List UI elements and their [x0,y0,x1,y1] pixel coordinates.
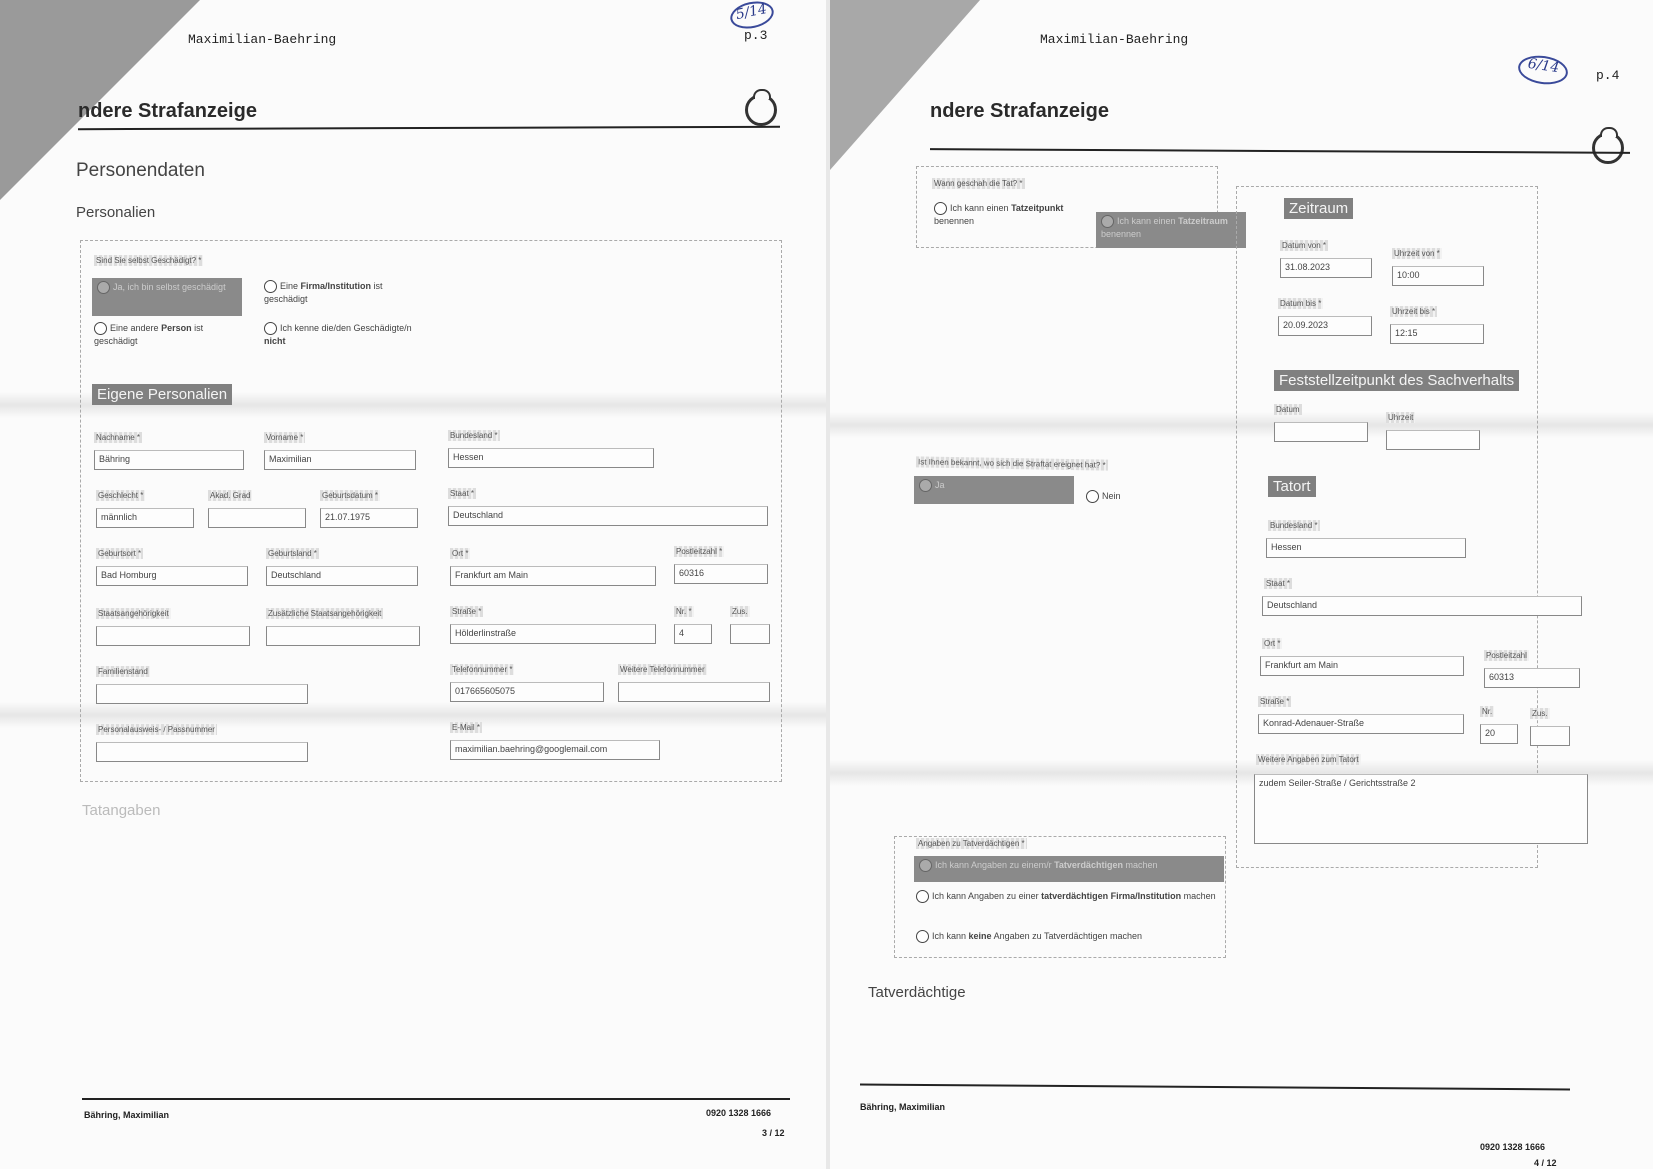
tatort-zusatz-label: Zus. [1532,709,1548,718]
page-number: p.4 [1596,68,1620,83]
feststellzeitpunkt-heading: Feststellzeitpunkt des Sachverhalts [1274,370,1519,391]
tatort-plz-field[interactable]: 60313 [1484,668,1580,688]
tatort-bundesland-field[interactable]: Hessen [1266,538,1466,558]
weitere-angaben-label: Weitere Angaben zum Tatort [1258,755,1359,764]
strasse-label: Straße * [452,607,482,616]
familienstand-field[interactable] [96,684,308,704]
radio-label: Ich kann Angaben zu einer [932,891,1039,901]
radio-label-bold: Firma/Institution [300,281,372,291]
footer-name: Bähring, Maximilian [84,1110,170,1120]
vorname-label: Vorname * [266,433,304,442]
zusatz-field[interactable] [730,624,770,644]
radio-label: Ich kann einen [950,203,1009,213]
ausweis-field[interactable] [96,742,308,762]
radio-label: Ich kenne die/den Geschädigte/n [280,323,412,333]
geburtsland-label: Geburtsland * [268,549,317,558]
section-title: Personendaten [76,160,205,181]
footer-case-id: 0920 1328 1666 [706,1108,772,1118]
staatsangehoerigkeit-field[interactable] [96,626,250,646]
footer-name: Bähring, Maximilian [860,1102,946,1112]
radio-firm-victim[interactable] [264,280,414,306]
when-question: Wann geschah die Tat? * [934,179,1023,188]
uhrzeit-label: Uhrzeit [1388,413,1414,422]
tatort-strasse-label: Straße * [1260,697,1290,706]
document-title: ndere Strafanzeige [930,100,1109,122]
plz-field[interactable]: 60316 [674,564,768,584]
zeitraum-heading: Zeitraum [1284,198,1353,219]
radio-selected-icon [919,479,932,492]
radio-label: Ja, ich bin selbst geschädigt [113,282,226,292]
tatort-nr-label: Nr. [1482,707,1493,716]
header-rule [930,148,1630,154]
vorname-field[interactable]: Maximilian [264,450,416,470]
radio-icon [264,322,277,335]
familienstand-label: Familienstand [98,667,148,676]
geburtsdatum-field[interactable]: 21.07.1975 [320,508,418,528]
radio-label-bold: Person [161,323,192,333]
nachname-label: Nachname * [96,433,141,442]
radio-label-bold: keine [968,931,992,941]
uhrzeit-von-label: Uhrzeit von * [1394,249,1440,258]
police-seal-icon [1592,132,1624,164]
folded-corner [830,0,980,170]
datum-bis-field[interactable]: 20.09.2023 [1278,316,1372,336]
uhrzeit-bis-field[interactable]: 12:15 [1390,324,1484,344]
radio-icon [264,280,277,293]
strasse-field[interactable]: Hölderlinstraße [450,624,656,644]
handwritten-page-note: 6/14 [1516,53,1569,88]
page-4 [830,0,1653,1169]
page-3 [0,0,826,1169]
police-seal-icon [745,94,777,126]
radio-label: Ich kann Angaben zu einem/r [935,860,1052,870]
radio-tatzeitraum[interactable] [1096,212,1246,248]
radio-label: Ich kann einen [1117,216,1176,226]
footer-case-id: 0920 1328 1666 [1480,1142,1546,1152]
tatort-plz-label: Postleitzahl [1486,651,1527,660]
radio-icon [916,930,929,943]
geburtsdatum-label: Geburtsdatum * [322,491,379,500]
tatort-heading: Tatort [1268,476,1316,497]
header-name: Maximilian-Baehring [1040,32,1189,47]
radio-label: Eine [280,281,299,291]
radio-label-bold: tatverdächtigen Firma/Institution [1041,891,1182,901]
radio-suspect-person[interactable] [914,856,1224,882]
akad-grad-field[interactable] [208,508,306,528]
radio-selected-icon [97,281,110,294]
suspect-question: Angaben zu Tatverdächtigen * [918,839,1025,848]
geschlecht-label: Geschlecht * [98,491,144,500]
telefon-label: Telefonnummer * [452,665,513,674]
tatort-strasse-field[interactable]: Konrad-Adenauer-Straße [1258,714,1464,734]
zus-staatsangehoerigkeit-field[interactable] [266,626,420,646]
uhrzeit-field[interactable] [1386,430,1480,450]
footer-page: 4 / 12 [1534,1158,1557,1168]
radio-label: ist geschädigt [94,323,204,347]
tatort-staat-label: Staat * [1266,579,1291,588]
zus-staatsangehoerigkeit-label: Zusätzliche Staatsangehörigkeit [268,609,382,618]
radio-label: Nein [1102,491,1121,501]
ausweis-label: Personalausweis- / Passnummer [98,725,215,734]
radio-icon [94,322,107,335]
telefon-field[interactable]: 017665605075 [450,682,604,702]
hausnummer-field[interactable]: 4 [674,624,712,644]
tatangaben-heading: Tatangaben [82,802,161,819]
ort-label: Ort * [452,549,469,558]
own-personal-heading: Eigene Personalien [92,384,232,405]
where-question: Ist Ihnen bekannt, wo sich die Straftat ereignet hat? * [916,456,1108,470]
tatort-bundesland-label: Bundesland * [1270,521,1318,530]
victim-question: Sind Sie selbst Geschädigt? * [96,256,202,265]
tatort-ort-label: Ort * [1264,639,1281,648]
radio-label-bold: nicht [264,336,286,347]
radio-icon [1086,490,1099,503]
header-name: Maximilian-Baehring [188,32,337,47]
radio-tatort-ja[interactable] [914,476,1074,504]
radio-tatzeitpunkt[interactable] [934,202,1064,228]
radio-tatort-nein[interactable] [1086,490,1121,503]
uhrzeit-bis-label: Uhrzeit bis * [1392,307,1436,316]
radio-label-bold: Tatverdächtigen [1054,860,1123,870]
bundesland-field[interactable]: Hessen [448,448,654,468]
radio-icon [934,202,947,215]
geschlecht-field[interactable]: männlich [96,508,194,528]
hausnummer-label: Nr. * [676,607,692,616]
email-label: E-Mail * [452,723,481,732]
tatort-nr-field[interactable]: 20 [1480,724,1518,744]
radio-label: benennen [1101,229,1142,240]
radio-label: ist geschädigt [264,281,383,305]
tatort-ort-field[interactable]: Frankfurt am Main [1260,656,1464,676]
radio-icon [916,890,929,903]
tatort-zusatz-field[interactable] [1530,726,1570,746]
radio-self-victim[interactable] [92,278,242,316]
uhrzeit-von-field[interactable]: 10:00 [1392,266,1484,286]
radio-label: Angaben zu Tatverdächtigen machen [993,931,1143,941]
datum-label: Datum [1276,405,1300,414]
radio-selected-icon [919,859,932,872]
page-number: p.3 [744,28,768,43]
radio-label: Ich kann [932,931,967,941]
datum-bis-label: Datum bis * [1280,299,1322,308]
geburtsort-label: Geburtsort * [98,549,142,558]
zusatz-label: Zus. [732,607,748,616]
footer-page: 3 / 12 [762,1128,785,1138]
handwritten-page-note: 5/14 [728,0,776,32]
weitere-angaben-field[interactable]: zudem Seiler-Straße / Gerichtsstraße 2 [1254,774,1588,844]
radio-label: Eine andere [110,323,159,333]
radio-label-bold: Tatzeitraum [1178,216,1228,226]
plz-label: Postleitzahl * [676,547,723,556]
footer-rule [860,1084,1570,1091]
geburtsort-field[interactable]: Bad Homburg [96,566,248,586]
radio-suspect-none[interactable] [916,930,1216,943]
datum-von-field[interactable]: 31.08.2023 [1280,258,1372,278]
weitere-telefon-field[interactable] [618,682,770,702]
ort-field[interactable]: Frankfurt am Main [450,566,656,586]
radio-label: machen [1125,860,1158,870]
radio-suspect-firm[interactable] [916,890,1216,903]
radio-label: machen [1183,891,1216,901]
radio-selected-icon [1101,215,1114,228]
staat-label: Staat * [450,489,475,498]
email-field[interactable]: maximilian.baehring@googlemail.com [450,740,660,760]
footer-rule [82,1098,790,1100]
akad-grad-label: Akad. Grad [210,491,251,500]
geburtsland-field[interactable]: Deutschland [266,566,418,586]
document-title: ndere Strafanzeige [78,100,257,122]
radio-label: Ja [935,480,945,490]
staat-field[interactable]: Deutschland [448,506,768,526]
datum-field[interactable] [1274,422,1368,442]
tatort-staat-field[interactable]: Deutschland [1262,596,1582,616]
radio-unknown-victim[interactable] [264,322,414,348]
datum-von-label: Datum von * [1282,241,1327,250]
bundesland-label: Bundesland * [450,431,498,440]
radio-label: benennen [934,216,975,227]
radio-other-person-victim[interactable] [94,322,234,348]
nachname-field[interactable]: Bähring [94,450,244,470]
subsection-title: Personalien [76,204,156,221]
weitere-telefon-label: Weitere Telefonnummer [620,665,705,674]
radio-label-bold: Tatzeitpunkt [1011,203,1064,213]
tatverdaechtige-heading: Tatverdächtige [868,984,966,1001]
staatsangehoerigkeit-label: Staatsangehörigkeit [98,609,169,618]
